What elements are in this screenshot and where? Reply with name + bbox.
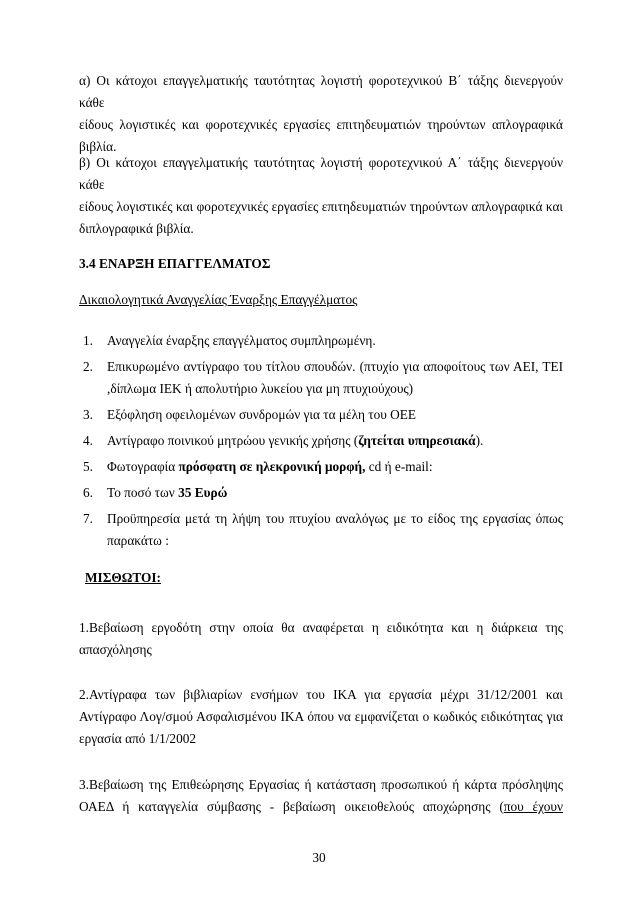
list-text-bold: πρόσφατη σε ηλεκρονική μορφή,	[178, 459, 366, 474]
paragraph-m3	[79, 774, 563, 818]
list-item	[79, 404, 563, 426]
list-item	[79, 456, 563, 478]
paragraph-m3-line-2-text: ΟΑΕΔ ή καταγγελία σύμβασης - βεβαίωση οικειοθελούς αποχώρησης (	[79, 799, 504, 814]
paragraph-a-line-2: είδους λογιστικές και φοροτεχνικές εργασίες επιτηδευματιών τηρούντων απλογραφικά	[79, 117, 563, 132]
paragraph-a	[79, 70, 563, 158]
list-text-bold: ζητείται υπηρεσιακά	[358, 433, 476, 448]
paragraph-m3-line-2-underlined: που έχουν	[503, 799, 563, 814]
paragraph-m2-line-3: εργασία από 1/1/2002	[79, 731, 197, 746]
list-text: Εξόφληση οφειλομένων συνδρομών για τα μέλη του ΟΕΕ	[107, 407, 416, 422]
list-text-line-2: παρακάτω :	[107, 533, 169, 548]
paragraph-m3-line-1: 3.Βεβαίωση της Επιθεώρησης Εργασίας ή κατάσταση προσωπικού ή κάρτα πρόσληψης	[79, 777, 563, 792]
list-number: 6.	[83, 485, 93, 500]
paragraph-b-line-2: είδους λογιστικές και φοροτεχνικές εργασίες επιτηδευματιών τηρούντων απλογραφικά και	[79, 199, 563, 214]
paragraph-m1	[79, 617, 563, 661]
list-text-post: cd ή e-mail:	[365, 459, 433, 474]
list-text-pre: Φωτογραφία	[107, 459, 179, 474]
paragraph-m2	[79, 684, 563, 750]
list-text-bold: 35 Ευρώ	[178, 485, 228, 500]
list-number: 4.	[83, 433, 93, 448]
list-item	[79, 482, 563, 504]
requirements-list	[79, 330, 563, 556]
page-number: 30	[312, 850, 326, 865]
list-number: 7.	[83, 511, 93, 526]
list-item	[79, 508, 563, 552]
list-text: Αναγγελία έναρξης επαγγέλματος συμπληρωμένη.	[107, 333, 376, 348]
list-text-line-1: Επικυρωμένο αντίγραφο του τίτλου σπουδών. (πτυχίο για αποφοίτους των ΑΕΙ, ΤΕΙ	[107, 359, 563, 374]
list-item	[79, 330, 563, 352]
list-number: 1.	[83, 333, 93, 348]
list-text-pre: Αντίγραφο ποινικού μητρώου γενικής χρήσης (	[107, 433, 359, 448]
paragraph-m1-line-2: απασχόλησης	[79, 642, 152, 657]
list-number: 3.	[83, 407, 93, 422]
paragraph-b-line-1: β) Οι κάτοχοι επαγγελματικής ταυτότητας λογιστή φοροτεχνικού Α΄ τάξης διενεργούν κάθε	[79, 155, 563, 192]
subheading: Δικαιολογητικά Αναγγελίας Έναρξης Επαγγέλματος	[79, 292, 358, 307]
paragraph-m2-line-2: Αντίγραφο Λογ/σμού Ασφαλισμένου ΙΚΑ όπου να εμφανίζεται ο κωδικός ειδικότητας για	[79, 709, 563, 724]
list-number: 2.	[83, 359, 93, 374]
list-text-line-1: Προϋπηρεσία μετά τη λήψη του πτυχίου αναλόγως με το είδος της εργασίας όπως	[107, 511, 563, 526]
paragraph-a-line-3: βιβλία.	[79, 139, 117, 154]
list-item	[79, 356, 563, 400]
list-number: 5.	[83, 459, 93, 474]
list-item	[79, 430, 563, 452]
list-text-pre: Το ποσό των	[107, 485, 179, 500]
paragraph-a-line-1: α) Οι κάτοχοι επαγγελματικής ταυτότητας λογιστή φοροτεχνικού Β΄ τάξης διενεργούν κάθε	[79, 73, 563, 110]
list-text-line-2: ,δίπλωμα ΙΕΚ ή απολυτήριο λυκείου για μη πτυχιούχους)	[107, 381, 414, 396]
paragraph-b-line-3: διπλογραφικά βιβλία.	[79, 221, 194, 236]
misthotoi-heading: ΜΙΣΘΩΤΟΙ:	[85, 570, 161, 585]
list-text-post: ).	[475, 433, 484, 448]
section-heading: 3.4 ΕΝΑΡΞΗ ΕΠΑΓΓΕΛΜΑΤΟΣ	[79, 256, 271, 271]
paragraph-b	[79, 152, 563, 240]
paragraph-m3-line-2	[79, 796, 563, 818]
paragraph-m2-line-1: 2.Αντίγραφα των βιβλιαρίων ενσήμων του ΙΚΑ για εργασία μέχρι 31/12/2001 και	[79, 687, 563, 702]
paragraph-m1-line-1: 1.Βεβαίωση εργοδότη στην οποία θα αναφέρεται η ειδικότητα και η διάρκεια της	[79, 620, 563, 635]
